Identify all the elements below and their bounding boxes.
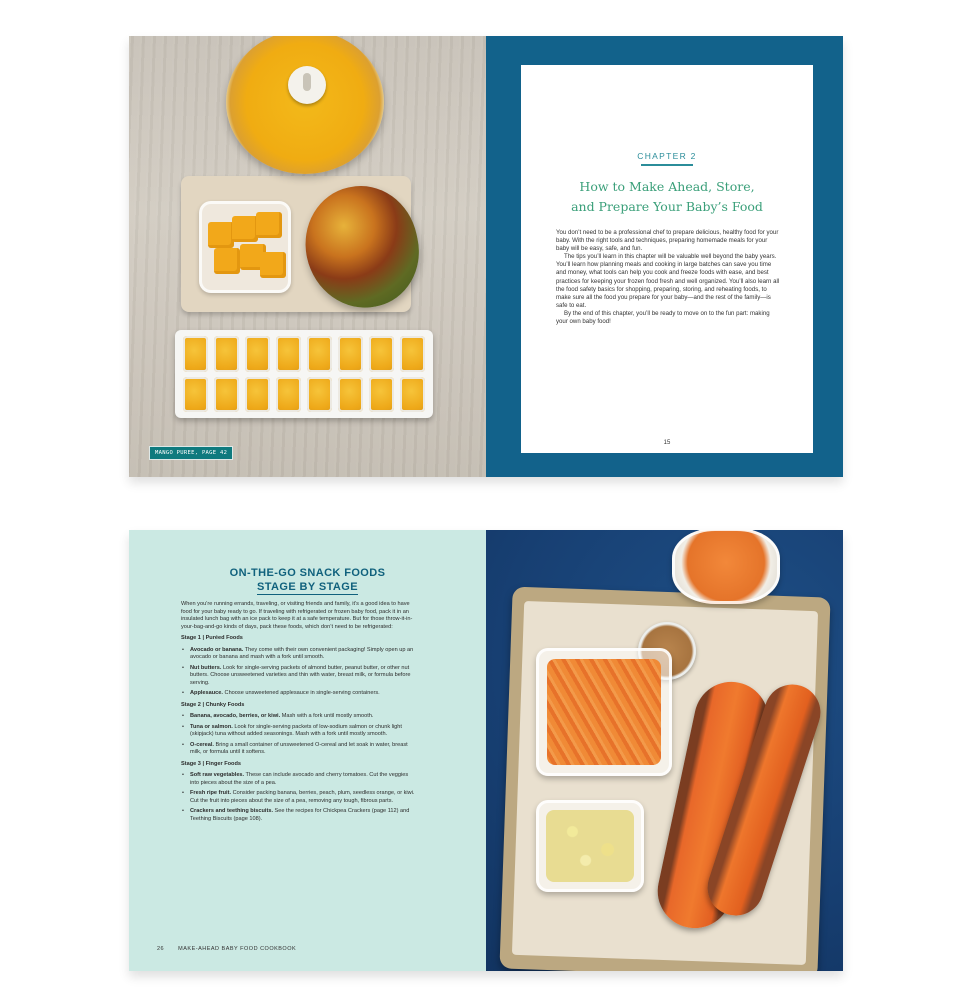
stage-3-list — [181, 772, 415, 823]
book-spread-chapter-2 — [129, 36, 843, 477]
book-spread-snack-foods — [129, 530, 843, 971]
chapter-label: CHAPTER 2 — [637, 151, 697, 161]
book-title: MAKE-AHEAD BABY FOOD COOKBOOK — [178, 946, 297, 952]
stage-2-list — [181, 713, 415, 757]
page-number: 26 — [157, 946, 165, 952]
snack-foods-text — [181, 601, 415, 826]
blade-icon — [288, 66, 326, 104]
page-number: 15 — [663, 440, 671, 446]
list-item: • Crackers and teething biscuits. See the recipes for Chickpea Crackers (page 112) and Teething Biscuits (page 108). — [181, 808, 415, 823]
section-title-line-1: ON-THE-GO SNACK FOODS — [229, 567, 386, 579]
food-processor-bowl — [226, 36, 384, 174]
list-item: • Nut butters. Look for single-serving packets of almond butter, peanut butter, or other nut butters. Choose unsweetened varieties and thin with water, breast milk, or formula before serving. — [181, 665, 415, 688]
paragraph: By the end of this chapter, you’ll be ready to move on to the fun part: making your own baby food! — [556, 309, 770, 326]
photo-caption: MANGO PUREE, PAGE 42 — [149, 446, 233, 460]
list-item: • Fresh ripe fruit. Consider packing banana, berries, peach, plum, seedless orange, or kiwi. Cut the fruit into pieces about the size of a pea, removing any tough, fibrous parts. — [181, 790, 415, 805]
list-item: • Banana, avocado, berries, or kiwi. Mash with a fork until mostly smooth. — [181, 713, 415, 721]
mango-puree-photo — [129, 36, 486, 477]
section-title — [129, 566, 486, 595]
ice-cube-tray — [175, 330, 433, 418]
mashed-banana-container — [536, 800, 644, 892]
intro-paragraph: When you’re running errands, traveling, or visiting friends and family, it’s a good idea to have food for your baby ready to go. If traveling with refrigerated or frozen baby food, pack it in an insulated lunch bag with an ice pack to keep it at a safe temperature. But for those throw-it-in-your-bag-and-go kinds of days, pack these foods, which don’t need to be refrigerated: — [181, 601, 413, 630]
list-item: • O-cereal. Bring a small container of unsweetened O-cereal and let soak in water, breast milk, or formula until it softens. — [181, 742, 415, 757]
list-item: • Avocado or banana. They come with their own convenient packaging! Simply open up an avocado or banana and mash with a fork until smooth. — [181, 647, 415, 662]
chapter-intro-text — [556, 229, 781, 326]
stage-heading: Stage 3 | Finger Foods — [181, 760, 241, 767]
list-item: • Applesauce. Choose unsweetened applesauce in single-serving containers. — [181, 690, 415, 698]
section-title-line-2: STAGE BY STAGE — [257, 581, 358, 593]
shredded-sweet-potato-container — [536, 648, 672, 776]
chapter-underline — [641, 164, 693, 166]
stage-heading: Stage 1 | Puréed Foods — [181, 635, 243, 641]
paragraph: The tips you’ll learn in this chapter will be valuable well beyond the baby years. You’ll learn how planning meals and cooking in large batches can save you time and money, what tools can help you cook and freeze foods with ease, and best practices for keeping your frozen food fresh and well organized. You’ll also learn all the food safety basics for shopping, preparing, storing, and reheating foods, to make sure all the food you prepare for your baby—and the rest of the family—is safe to eat. — [556, 253, 780, 309]
list-item: • Soft raw vegetables. These can include avocado and cherry tomatoes. Cut the veggies into pieces about the size of a pea. — [181, 772, 415, 787]
page-footer — [157, 946, 296, 952]
chapter-title-line-1: How to Make Ahead, Store, — [579, 179, 755, 194]
list-item: • Tuna or salmon. Look for single-serving packets of low-sodium salmon or chunk light (skipjack) tuna without added seasonings. Mash with a fork until mostly smooth. — [181, 724, 415, 739]
stage-1-list — [181, 647, 415, 698]
stage-heading: Stage 2 | Chunky Foods — [181, 701, 245, 708]
chapter-opener-page — [486, 36, 843, 477]
chapter-title — [521, 177, 813, 217]
chapter-title-line-2: and Prepare Your Baby’s Food — [571, 199, 763, 214]
chapter-card — [521, 65, 813, 453]
mashed-sweet-potato-cup — [672, 530, 780, 604]
mango-cubes-container — [199, 201, 291, 293]
paragraph: You don’t need to be a professional chef to prepare delicious, healthy food for your baby. With the right tools and techniques, preparing homemade meals for your baby will be easy, safe, and fun. — [556, 229, 779, 253]
snack-foods-page — [129, 530, 486, 971]
sweet-potato-photo — [486, 530, 843, 971]
